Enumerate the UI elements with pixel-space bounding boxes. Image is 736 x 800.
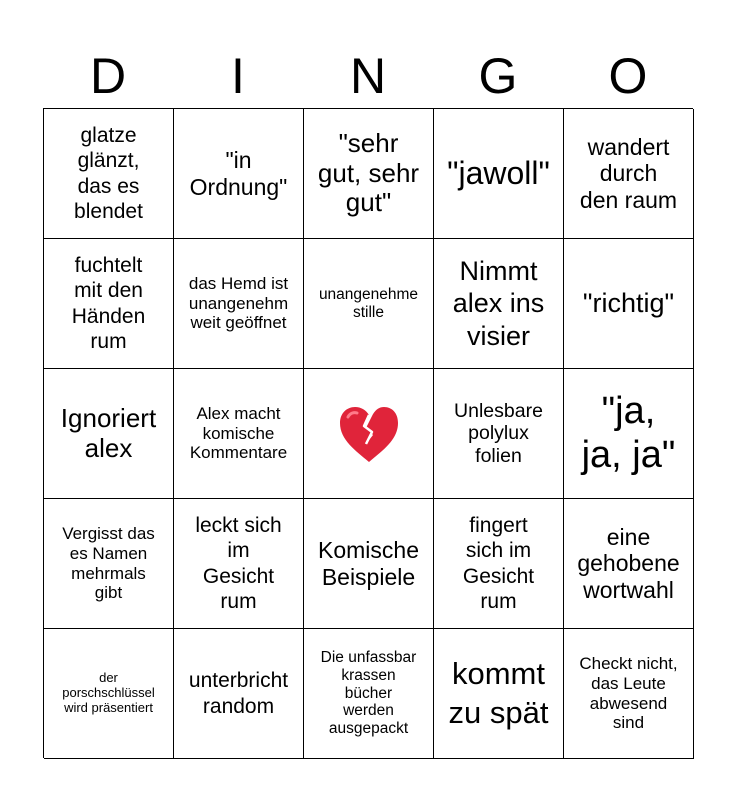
header-letter-g: G <box>478 48 518 104</box>
bingo-cell-r2-c1[interactable] <box>44 239 174 369</box>
bingo-cell-r4-c3[interactable] <box>304 499 434 629</box>
header-letter-o: O <box>608 48 648 104</box>
header-letter-i: I <box>231 48 245 104</box>
bingo-cell-r5-c3[interactable] <box>304 629 434 759</box>
cell-text: glatze glänzt, das es blendet <box>74 124 143 223</box>
bingo-cell-r5-c4[interactable] <box>434 629 564 759</box>
cell-text: der porschschlüssel wird präsentiert <box>62 670 155 715</box>
bingo-board <box>43 108 693 758</box>
bingo-cell-r2-c2[interactable] <box>174 239 304 369</box>
broken-heart-icon <box>336 404 402 464</box>
cell-text: leckt sich im Gesicht rum <box>195 514 282 613</box>
cell-text: unterbricht random <box>188 669 289 718</box>
cell-text: "sehr gut, sehr gut" <box>317 127 420 218</box>
cell-text: fuchtelt mit den Händen rum <box>71 254 146 353</box>
cell-text: "ja, ja, ja" <box>581 389 676 476</box>
cell-text: eine gehobene wortwahl <box>577 523 680 603</box>
bingo-cell-r3-c5[interactable] <box>564 369 694 499</box>
header-letter-n: N <box>349 48 387 104</box>
cell-text: wandert durch den raum <box>579 133 678 213</box>
bingo-cell-r5-c1[interactable] <box>44 629 174 759</box>
bingo-cell-r1-c3[interactable] <box>304 109 434 239</box>
bingo-cell-r4-c2[interactable] <box>174 499 304 629</box>
bingo-cell-r4-c1[interactable] <box>44 499 174 629</box>
bingo-cell-r4-c5[interactable] <box>564 499 694 629</box>
bingo-cell-r4-c4[interactable] <box>434 499 564 629</box>
header-letter-d: D <box>89 48 127 104</box>
bingo-cell-r2-c4[interactable] <box>434 239 564 369</box>
bingo-cell-r1-c5[interactable] <box>564 109 694 239</box>
cell-text: Alex macht komische Kommentare <box>189 404 288 463</box>
bingo-cell-r3-c2[interactable] <box>174 369 304 499</box>
bingo-cell-r5-c2[interactable] <box>174 629 304 759</box>
cell-text: kommt zu spät <box>448 655 549 730</box>
bingo-cell-r2-c5[interactable] <box>564 239 694 369</box>
bingo-cell-r3-c4[interactable] <box>434 369 564 499</box>
cell-text: Vergisst das es Namen mehrmals gibt <box>62 524 155 603</box>
cell-text: das Hemd ist unangenehm weit geöffnet <box>188 274 289 333</box>
bingo-cell-r5-c5[interactable] <box>564 629 694 759</box>
bingo-cell-r1-c4[interactable] <box>434 109 564 239</box>
cell-text: unangenehme stille <box>318 285 419 321</box>
free-space-cell[interactable] <box>304 369 434 499</box>
bingo-cell-r3-c1[interactable] <box>44 369 174 499</box>
cell-text: Unlesbare polylux folien <box>454 399 543 467</box>
cell-text: "jawoll" <box>447 154 550 191</box>
bingo-cell-r1-c2[interactable] <box>174 109 304 239</box>
bingo-cell-r2-c3[interactable] <box>304 239 434 369</box>
cell-text: "in Ordnung" <box>189 147 288 200</box>
bingo-cell-r1-c1[interactable] <box>44 109 174 239</box>
cell-text: Die unfassbar krassen bücher werden ausgepackt <box>320 648 417 738</box>
cell-text: fingert sich im Gesicht rum <box>462 514 535 613</box>
cell-text: Nimmt alex ins visier <box>452 255 545 351</box>
cell-text: Ignoriert alex <box>60 402 157 463</box>
cell-text: "richtig" <box>582 288 675 319</box>
cell-text: Komische Beispiele <box>318 537 419 590</box>
cell-text: Checkt nicht, das Leute abwesend sind <box>579 654 678 733</box>
bingo-header <box>43 40 693 108</box>
